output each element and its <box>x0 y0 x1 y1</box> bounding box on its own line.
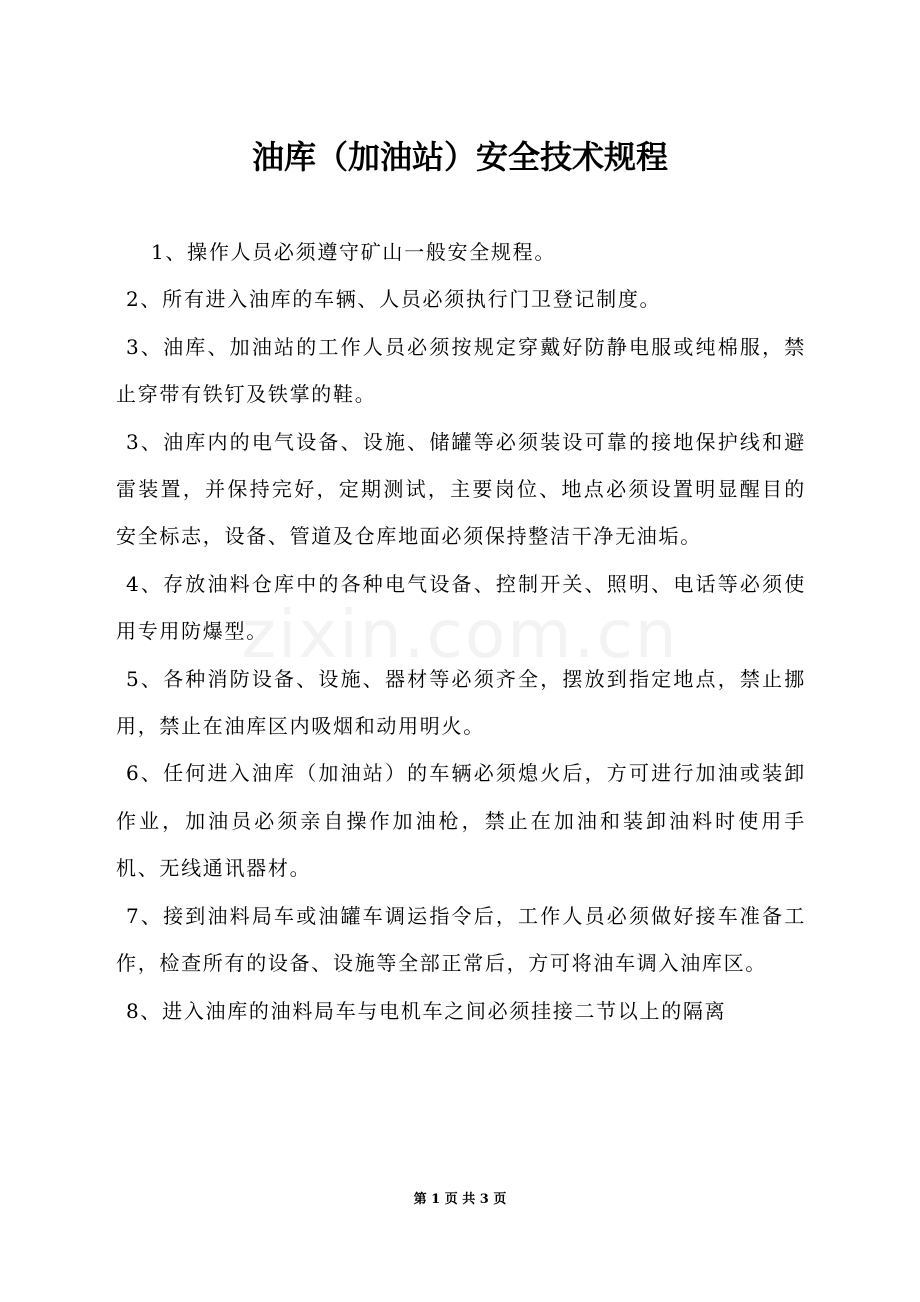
document-title: 油库（加油站）安全技术规程 <box>251 138 668 176</box>
paragraph-6: 5、各种消防设备、设施、器材等必须齐全，摆放到指定地点，禁止挪用，禁止在油库区内吸烟和动用明火。 <box>116 666 806 739</box>
paragraph-1: 1、操作人员必须遵守矿山一般安全规程。 <box>151 240 557 264</box>
paragraph-3: 3、油库、加油站的工作人员必须按规定穿戴好防静电服或纯棉服，禁止穿带有铁钉及铁掌的鞋。 <box>116 334 806 407</box>
paragraph-7: 6、任何进入油库（加油站）的车辆必须熄火后，方可进行加油或装卸作业，加油员必须亲自操作加油枪，禁止在加油和装卸油料时使用手机、无线通讯器材。 <box>116 761 806 881</box>
watermark-text: zixin.com.cn <box>241 596 679 673</box>
page-footer: 第 1 页 共 3 页 <box>413 1192 507 1207</box>
paragraph-4: 3、油库内的电气设备、设施、储罐等必须装设可靠的接地保护线和避雷装置，并保持完好，定期测试，主要岗位、地点必须设置明显醒目的安全标志，设备、管道及仓库地面必须保持整洁干净无油垢。 <box>116 429 806 549</box>
paragraph-2: 2、所有进入油库的车辆、人员必须执行门卫登记制度。 <box>126 287 662 312</box>
paragraph-5: 4、存放油料仓库中的各种电气设备、控制开关、照明、电话等必须使用专用防爆型。 <box>116 571 806 644</box>
paragraph-9: 8、进入油库的油料局车与电机车之间必须挂接二节以上的隔离 <box>126 998 727 1023</box>
paragraph-8: 7、接到油料局车或油罐车调运指令后，工作人员必须做好接车准备工作，检查所有的设备、设施等全部正常后，方可将油车调入油库区。 <box>116 903 806 976</box>
document-body <box>116 229 806 1035</box>
